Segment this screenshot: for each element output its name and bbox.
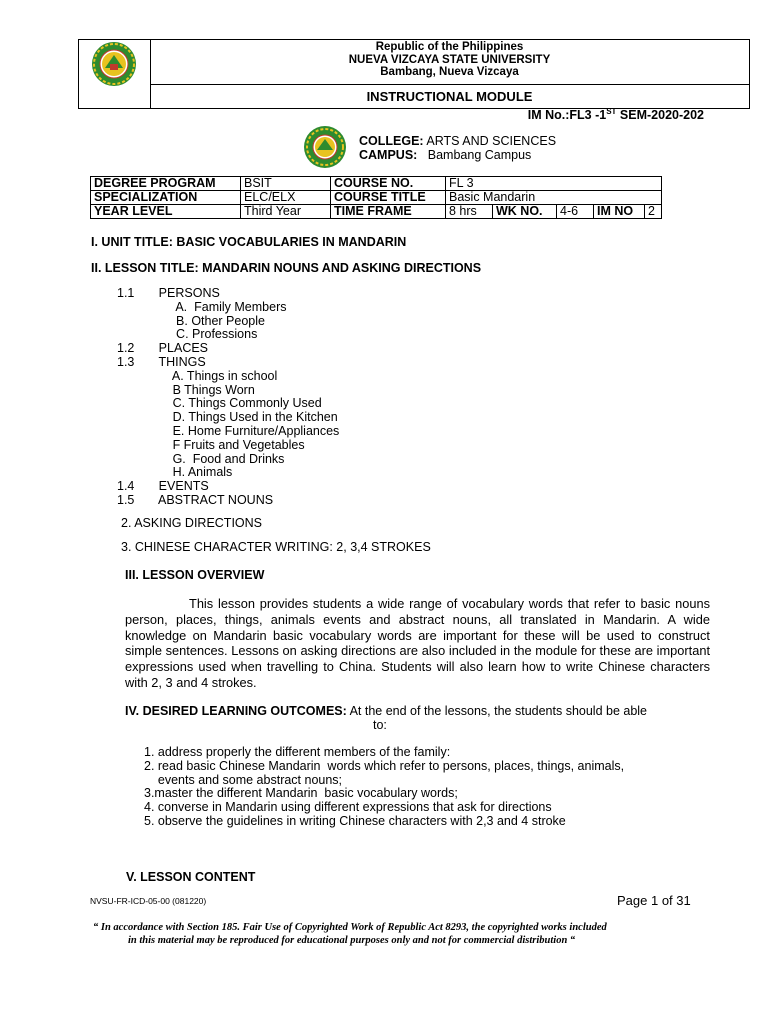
college-value: ARTS AND SCIENCES [423,134,557,148]
list-item: E. Home Furniture/Appliances [117,423,340,438]
list-item: C. Professions [117,327,258,342]
list-item: G. Food and Drinks [117,451,285,466]
table-row [91,177,662,191]
specialization-value: ELC/ELX [241,191,331,205]
university-location: Bambang, Nueva Vizcaya [380,66,519,78]
unit-title: I. UNIT TITLE: BASIC VOCABULARIES IN MANDARIN [91,235,407,249]
list-item: 4. converse in Mandarin using different expressions that ask for directions [144,800,552,815]
overview-heading: III. LESSON OVERVIEW [125,568,265,582]
list-item: 1.5 ABSTRACT NOUNS [117,492,274,507]
degree-program-label: DEGREE PROGRAM [91,177,241,191]
college-label: COLLEGE: [359,134,424,148]
topics-list [117,287,339,508]
list-item: 5. observe the guidelines in writing Chinese characters with 2,3 and 4 stroke [144,813,566,828]
list-item: D. Things Used in the Kitchen [117,410,338,425]
outcomes-intro [125,704,715,718]
campus-label: CAMPUS: [359,148,418,162]
list-item: 1. address properly the different members of the family: [144,745,451,759]
list-item: 1.2 PLACES [117,341,209,356]
country-name: Republic of the Philippines [375,41,524,53]
year-level-label: YEAR LEVEL [91,205,241,219]
copyright-disclaimer [90,922,704,947]
list-item: A. Family Members [117,299,287,314]
asking-directions-item: 2. ASKING DIRECTIONS [121,516,263,530]
course-title-value: Basic Mandarin [446,191,662,205]
header-text [150,40,749,79]
time-frame-label: TIME FRAME [331,205,446,219]
list-item: B Things Worn [117,382,255,397]
time-frame-value: 8 hrs [446,205,493,219]
overview-paragraph: This lesson provides students a wide range of vocabulary words that refer to basic nouns person, places, things, animals events and abstract nouns, all translated in Mandarin. A wide knowledge on Mandarin basic vocabulary words are important for these will be used to construct simple sentences. Lessons on asking directions are also included in the module for these are important expressions used when travelling to China. Students will also learn how to write Chinese characters with 2, 3 and 4 strokes. [125,596,710,690]
list-item: F Fruits and Vegetables [117,437,305,452]
course-info-table [90,176,662,219]
module-title: INSTRUCTIONAL MODULE [366,89,533,104]
outcomes-intro-continued: to: [373,718,387,732]
disclaimer-line-2: in this material may be reproduced for educational purposes only and not for commercial distribution “ [128,934,576,946]
specialization-label: SPECIALIZATION [91,191,241,205]
campus-value: Bambang Campus [417,148,532,162]
list-item: 2. read basic Chinese Mandarin words which refer to persons, places, things, animals, [144,758,625,773]
college-info [359,134,556,162]
form-code: NVSU-FR-ICD-05-00 (081220) [90,896,207,906]
list-item: 1.4 EVENTS [117,479,209,494]
outcomes-list [144,746,624,829]
im-no-value: 2 [645,205,662,219]
disclaimer-line-1: “ In accordance with Section 185. Fair Use of Copyrighted Work of Republic Act 8293, the copyrighted works included [93,922,607,933]
lesson-title: II. LESSON TITLE: MANDARIN NOUNS AND ASKING DIRECTIONS [91,261,482,275]
list-item: events and some abstract nouns; [144,772,343,787]
year-level-value: Third Year [241,205,331,219]
course-no-value: FL 3 [446,177,662,191]
table-row [91,205,662,219]
list-item: A. Things in school [117,368,278,383]
im-no-label: IM NO [594,205,645,219]
wk-no-label: WK NO. [493,205,557,219]
course-title-label: COURSE TITLE [331,191,446,205]
list-item: 1.3 THINGS [117,354,206,369]
list-item: 1.1 PERSONS [117,286,220,300]
list-item: B. Other People [117,313,265,328]
list-item: C. Things Commonly Used [117,396,322,411]
table-row [91,191,662,205]
list-item: 3.master the different Mandarin basic vocabulary words; [144,786,458,801]
document-header [78,39,750,109]
university-seal-icon [79,40,150,108]
page-number: Page 1 of 31 [617,893,691,908]
college-seal-icon [300,125,350,170]
content-heading: V. LESSON CONTENT [126,870,256,884]
character-writing-item: 3. CHINESE CHARACTER WRITING: 2, 3,4 STROKES [121,540,431,554]
outcomes-intro-text: At the end of the lessons, the students should be able [346,704,648,718]
degree-program-value: BSIT [241,177,331,191]
university-name: NUEVA VIZCAYA STATE UNIVERSITY [348,53,551,66]
wk-no-value: 4-6 [557,205,594,219]
course-no-label: COURSE NO. [331,177,446,191]
im-number: IM No.:FL3 -1ST SEM-2020-202 [527,107,704,123]
list-item: H. Animals [117,465,233,480]
outcomes-heading: IV. DESIRED LEARNING OUTCOMES: [125,704,347,718]
header-logo-cell [79,40,151,108]
